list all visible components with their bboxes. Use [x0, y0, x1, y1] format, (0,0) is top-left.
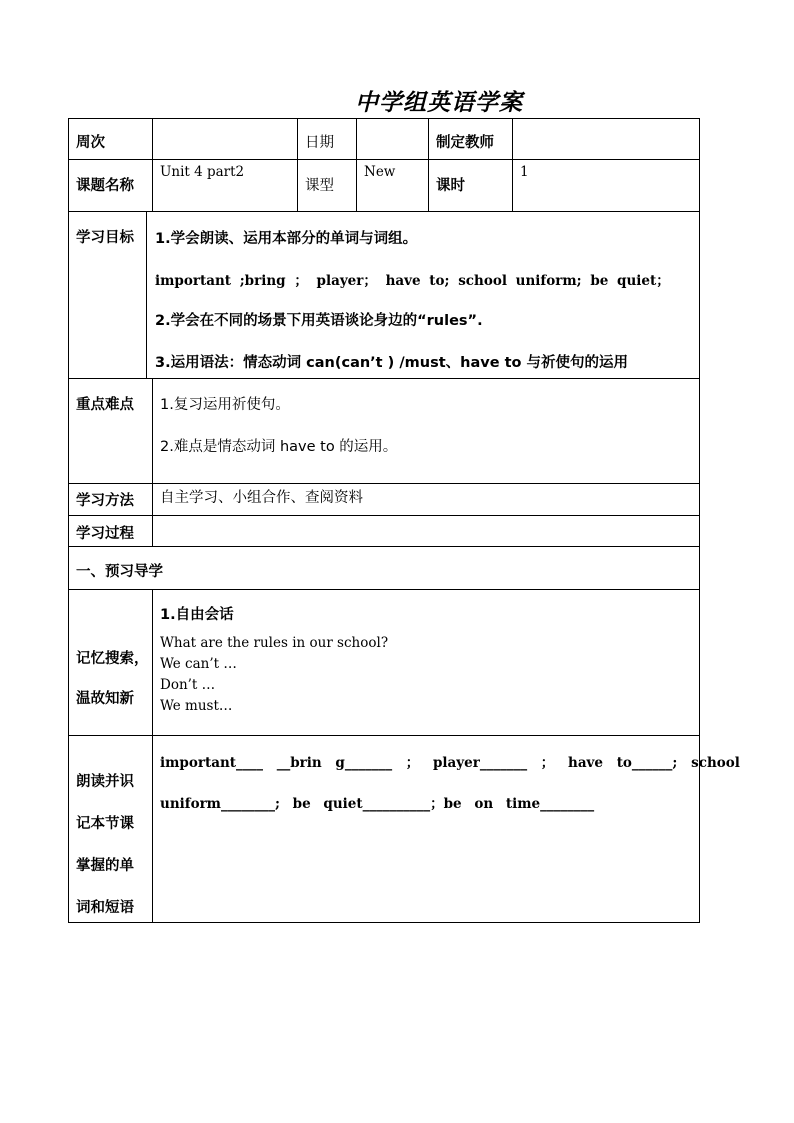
method-value: 自主学习、小组合作、查阅资料 [160, 490, 363, 506]
period-label: 课时 [436, 178, 465, 194]
teacher-label: 制定教师 [436, 135, 494, 151]
week-label: 周次 [76, 135, 105, 151]
reading-label-line-1: 朗读并识 [76, 774, 134, 790]
memory-line-4: We must… [160, 698, 233, 714]
memory-label-line-2: 温故知新 [76, 691, 134, 707]
topic-value[interactable]: Unit 4 part2 [160, 164, 245, 180]
reading-line-1: important____ __brin g_______ ； player_______ ； have to______; school [160, 755, 740, 771]
objective-line-1: 1.学会朗读、运用本部分的单词与词组。 [155, 231, 418, 247]
memory-line-2: We can’t … [160, 656, 237, 672]
reading-label-line-4: 词和短语 [76, 900, 134, 916]
type-label: 课型 [305, 178, 334, 194]
memory-label-line-1: 记忆搜索， [76, 651, 149, 667]
key-points-label: 重点难点 [76, 397, 134, 413]
objectives-label: 学习目标 [76, 230, 134, 246]
period-value[interactable]: 1 [520, 164, 529, 180]
reading-label-line-3: 掌握的单 [76, 858, 134, 874]
page-title: 中学组英语学案 [355, 90, 523, 116]
topic-label: 课题名称 [76, 178, 134, 194]
objective-line-4: 3.运用语法：情态动词 can(can’t ) /must、have to 与祈使句的运用 [155, 355, 629, 371]
memory-line-1: What are the rules in our school? [160, 635, 389, 651]
date-label: 日期 [305, 135, 334, 151]
objective-line-3: 2.学会在不同的场景下用英语谈论身边的“rules”. [155, 313, 483, 329]
objective-line-2: important ;bring ； player； have to; school uniform; be quiet； [155, 273, 670, 289]
reading-line-2: uniform________; be quiet__________；be on time________ [160, 796, 595, 812]
type-value[interactable]: New [364, 164, 396, 180]
memory-line-3: Don’t … [160, 677, 216, 693]
key-point-line-2: 2.难点是情态动词 have to 的运用。 [160, 439, 398, 455]
memory-heading: 1.自由会话 [160, 607, 234, 623]
method-label: 学习方法 [76, 493, 134, 509]
key-point-line-1: 1.复习运用祈使句。 [160, 397, 290, 413]
reading-label-line-2: 记本节课 [76, 816, 134, 832]
process-label: 学习过程 [76, 526, 134, 542]
preview-label: 一、预习导学 [76, 564, 163, 580]
